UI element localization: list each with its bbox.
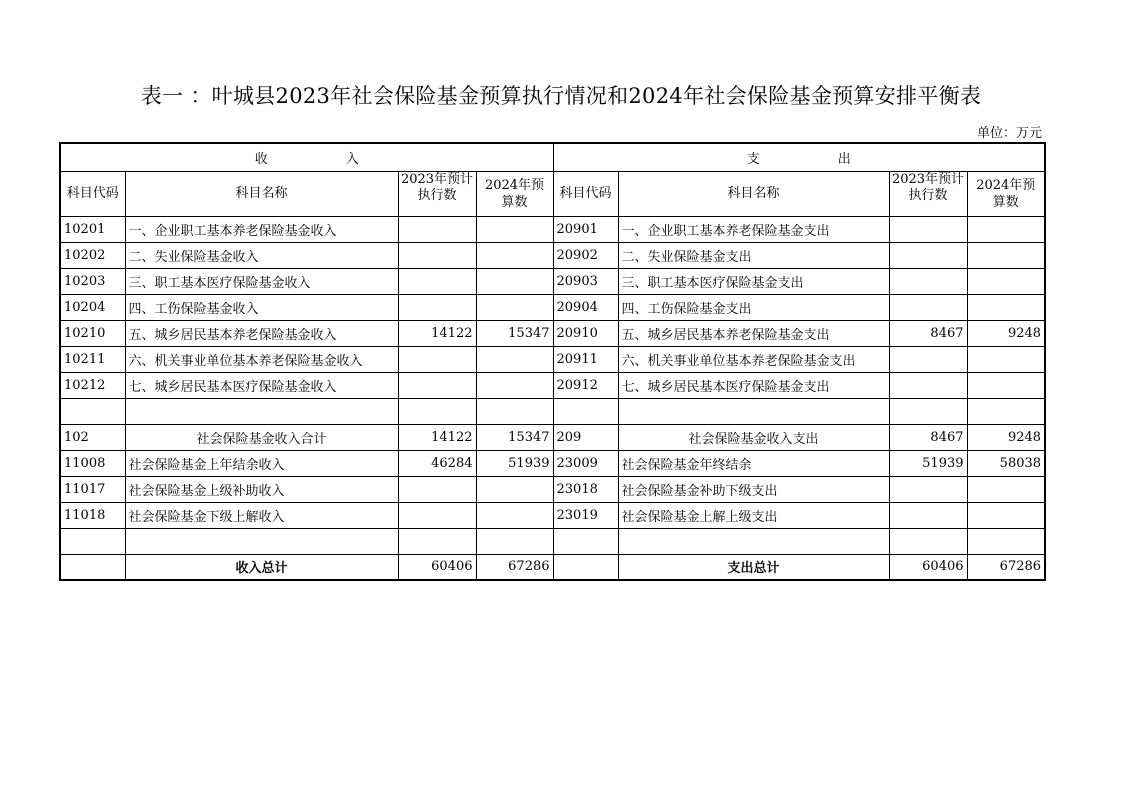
- income-code-header: 科目代码: [60, 171, 125, 216]
- income-2024-cell: [476, 268, 553, 294]
- table-row: [60, 242, 1045, 268]
- expense-total-2023: 60406: [889, 554, 967, 580]
- income-2023-cell: 46284: [398, 450, 476, 476]
- expense-2023-cell: [889, 216, 967, 242]
- expense-code-cell: 23018: [553, 476, 618, 502]
- expense-2023-cell: [889, 346, 967, 372]
- income-name-cell: 社会保险基金下级上解收入: [125, 502, 398, 528]
- expense-name-header: 科目名称: [618, 171, 889, 216]
- expense-2023-cell: [889, 476, 967, 502]
- expense-2024-cell: [967, 242, 1045, 268]
- income-code-cell: 102: [60, 424, 125, 450]
- table-row: [60, 216, 1045, 242]
- table-row: [60, 398, 1045, 424]
- income-2024-header: 2024年预算数: [476, 171, 553, 216]
- expense-2023-cell: [889, 528, 967, 554]
- income-2024-cell: [476, 346, 553, 372]
- income-name-cell: 三、职工基本医疗保险基金收入: [125, 268, 398, 294]
- expense-code-header: 科目代码: [553, 171, 618, 216]
- table-row: [60, 528, 1045, 554]
- expense-code-cell: 20910: [553, 320, 618, 346]
- income-name-cell: 六、机关事业单位基本养老保险基金收入: [125, 346, 398, 372]
- income-2023-cell: 14122: [398, 424, 476, 450]
- expense-total-2024: 67286: [967, 554, 1045, 580]
- expense-2024-cell: [967, 372, 1045, 398]
- expense-2023-cell: [889, 268, 967, 294]
- income-2024-cell: [476, 476, 553, 502]
- page-title: 表一 ：叶城县2023年社会保险基金预算执行情况和2024年社会保险基金预算安排平衡表: [140, 84, 982, 108]
- expense-code-cell: 20902: [553, 242, 618, 268]
- income-2024-cell: [476, 294, 553, 320]
- income-2023-cell: [398, 528, 476, 554]
- income-name-cell: 社会保险基金上级补助收入: [125, 476, 398, 502]
- expense-2024-cell: [967, 346, 1045, 372]
- expense-code-cell: 20912: [553, 372, 618, 398]
- expense-code-cell: 20901: [553, 216, 618, 242]
- income-2024-cell: [476, 528, 553, 554]
- expense-name-cell: 三、职工基本医疗保险基金支出: [618, 268, 889, 294]
- income-name-cell: 五、城乡居民基本养老保险基金收入: [125, 320, 398, 346]
- income-2024-cell: 51939: [476, 450, 553, 476]
- income-2023-cell: [398, 372, 476, 398]
- income-name-cell: 四、工伤保险基金收入: [125, 294, 398, 320]
- income-2024-cell: [476, 502, 553, 528]
- expense-2024-cell: 58038: [967, 450, 1045, 476]
- expense-code-cell: [553, 398, 618, 424]
- expense-2024-cell: 9248: [967, 320, 1045, 346]
- expense-code-cell: 20904: [553, 294, 618, 320]
- income-2024-cell: [476, 216, 553, 242]
- expense-2024-cell: [967, 502, 1045, 528]
- expense-2024-cell: [967, 294, 1045, 320]
- expense-name-cell: 七、城乡居民基本医疗保险基金支出: [618, 372, 889, 398]
- income-2023-cell: [398, 294, 476, 320]
- income-2023-cell: [398, 398, 476, 424]
- expense-code-cell: 23019: [553, 502, 618, 528]
- income-name-cell: 二、失业保险基金收入: [125, 242, 398, 268]
- income-code-cell: 11017: [60, 476, 125, 502]
- expense-2024-cell: [967, 528, 1045, 554]
- income-2023-cell: [398, 346, 476, 372]
- expense-code-cell: 209: [553, 424, 618, 450]
- expense-2024-cell: 9248: [967, 424, 1045, 450]
- expense-2023-cell: [889, 502, 967, 528]
- table-row: [60, 424, 1045, 450]
- income-name-cell: [125, 398, 398, 424]
- income-name-header: 科目名称: [125, 171, 398, 216]
- income-total-code-cell: [60, 554, 125, 580]
- table-row: [60, 502, 1045, 528]
- table-row: [60, 450, 1045, 476]
- income-2023-cell: 14122: [398, 320, 476, 346]
- income-code-cell: 10211: [60, 346, 125, 372]
- totals-row: [60, 554, 1045, 580]
- expense-name-cell: 社会保险基金上解上级支出: [618, 502, 889, 528]
- expense-name-cell: 四、工伤保险基金支出: [618, 294, 889, 320]
- income-name-cell: 一、企业职工基本养老保险基金收入: [125, 216, 398, 242]
- expense-2023-cell: [889, 294, 967, 320]
- expense-2024-cell: [967, 398, 1045, 424]
- expense-2023-cell: [889, 398, 967, 424]
- expense-2024-header: 2024年预算数: [967, 171, 1045, 216]
- expense-2023-cell: 51939: [889, 450, 967, 476]
- expense-2023-cell: 8467: [889, 424, 967, 450]
- table-row: [60, 476, 1045, 502]
- expense-2023-cell: [889, 372, 967, 398]
- section-header-row: [60, 143, 1045, 171]
- table-row: [60, 268, 1045, 294]
- income-code-cell: 10204: [60, 294, 125, 320]
- income-code-cell: 10203: [60, 268, 125, 294]
- income-code-cell: 11008: [60, 450, 125, 476]
- expense-total-code-cell: [553, 554, 618, 580]
- expense-code-cell: [553, 528, 618, 554]
- expense-name-cell: [618, 528, 889, 554]
- expense-name-cell: 社会保险基金补助下级支出: [618, 476, 889, 502]
- income-code-cell: [60, 528, 125, 554]
- income-code-cell: 10212: [60, 372, 125, 398]
- income-2024-cell: 15347: [476, 320, 553, 346]
- expense-name-cell: 社会保险基金年终结余: [618, 450, 889, 476]
- income-2023-cell: [398, 268, 476, 294]
- expense-2024-cell: [967, 476, 1045, 502]
- income-name-cell: 七、城乡居民基本医疗保险基金收入: [125, 372, 398, 398]
- unit-label: 单位：万元: [976, 126, 1042, 141]
- income-name-cell: [125, 528, 398, 554]
- column-header-row: [60, 171, 1045, 216]
- income-code-cell: 10202: [60, 242, 125, 268]
- income-2024-cell: [476, 372, 553, 398]
- income-2023-cell: [398, 502, 476, 528]
- income-2023-header: 2023年预计执行数: [398, 171, 476, 216]
- expense-name-cell: 一、企业职工基本养老保险基金支出: [618, 216, 889, 242]
- income-name-cell: 社会保险基金收入合计: [125, 424, 398, 450]
- income-2023-cell: [398, 476, 476, 502]
- expense-code-cell: 20903: [553, 268, 618, 294]
- income-2023-cell: [398, 242, 476, 268]
- income-code-cell: [60, 398, 125, 424]
- expense-name-cell: [618, 398, 889, 424]
- income-total-2024: 67286: [476, 554, 553, 580]
- income-section-header: 收 入: [60, 143, 553, 171]
- expense-name-cell: 二、失业保险基金支出: [618, 242, 889, 268]
- table-row: [60, 372, 1045, 398]
- table-row: [60, 294, 1045, 320]
- expense-total-label: 支出总计: [618, 554, 889, 580]
- income-code-cell: 11018: [60, 502, 125, 528]
- expense-2024-cell: [967, 216, 1045, 242]
- expense-name-cell: 六、机关事业单位基本养老保险基金支出: [618, 346, 889, 372]
- table-row: [60, 346, 1045, 372]
- income-code-cell: 10201: [60, 216, 125, 242]
- expense-code-cell: 20911: [553, 346, 618, 372]
- expense-2024-cell: [967, 268, 1045, 294]
- table-row: [60, 320, 1045, 346]
- expense-name-cell: 社会保险基金收入支出: [618, 424, 889, 450]
- expense-code-cell: 23009: [553, 450, 618, 476]
- income-total-2023: 60406: [398, 554, 476, 580]
- expense-name-cell: 五、城乡居民基本养老保险基金支出: [618, 320, 889, 346]
- expense-2023-header: 2023年预计执行数: [889, 171, 967, 216]
- balance-table: [59, 142, 1046, 581]
- income-2024-cell: [476, 398, 553, 424]
- income-2023-cell: [398, 216, 476, 242]
- expense-2023-cell: 8467: [889, 320, 967, 346]
- income-2024-cell: 15347: [476, 424, 553, 450]
- income-total-label: 收入总计: [125, 554, 398, 580]
- expense-2023-cell: [889, 242, 967, 268]
- income-name-cell: 社会保险基金上年结余收入: [125, 450, 398, 476]
- expense-section-header: 支 出: [553, 143, 1045, 171]
- income-2024-cell: [476, 242, 553, 268]
- income-code-cell: 10210: [60, 320, 125, 346]
